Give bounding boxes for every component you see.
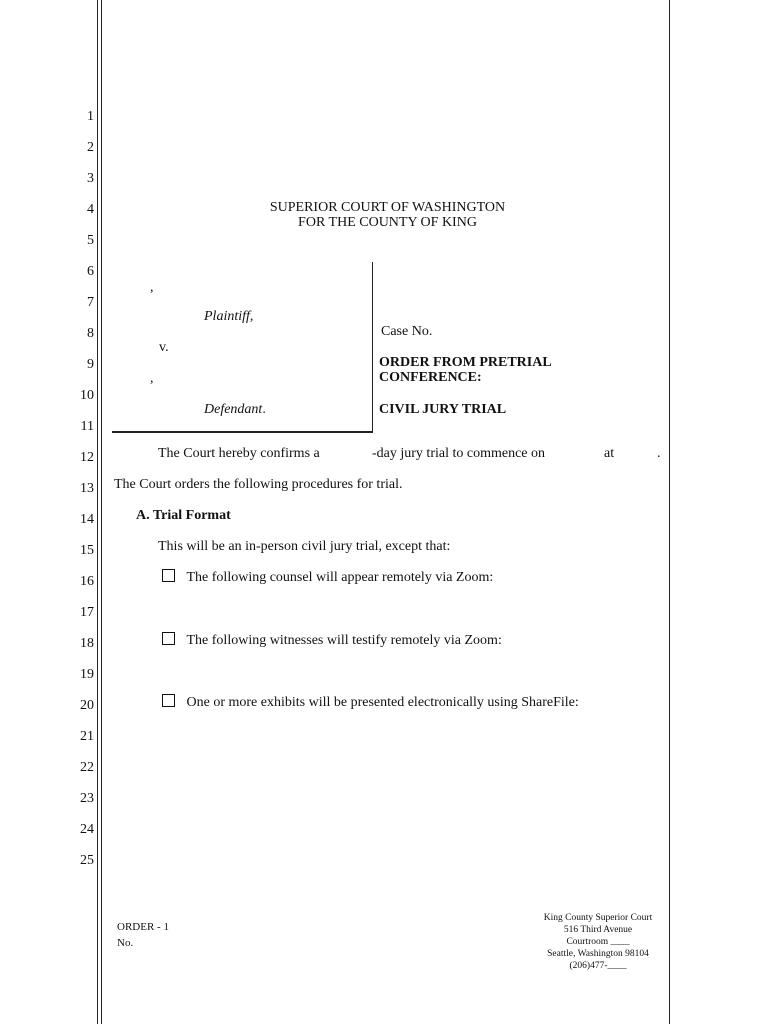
footer-court-name: King County Superior Court [543, 913, 653, 923]
checkbox-item-counsel [162, 569, 493, 586]
line-number: 21 [80, 729, 94, 744]
plaintiff-label: Plaintiff [204, 309, 250, 324]
caption-horizontal-rule [112, 431, 373, 433]
checkbox-label-witnesses: The following witnesses will testify remotely via Zoom: [186, 633, 502, 648]
line-number: 17 [80, 605, 94, 620]
line-number: 1 [87, 109, 94, 124]
line-number: 22 [80, 760, 94, 775]
section-a-heading: A. Trial Format [136, 508, 231, 523]
checkbox-witnesses-zoom[interactable] [162, 632, 175, 645]
line-number: 12 [80, 450, 94, 465]
footer-order-page: ORDER - 1 [117, 921, 169, 933]
left-margin-rule-inner [101, 0, 102, 1024]
footer-case-no: No. [117, 937, 134, 949]
line-number: 10 [80, 388, 94, 403]
caption-vertical-rule [372, 262, 373, 432]
footer-phone: (206)477-____ [569, 961, 627, 971]
line-number: 24 [80, 822, 94, 837]
confirm-text-part-1: The Court hereby confirms a [158, 446, 320, 461]
confirm-text-end: . [657, 446, 661, 461]
line-number: 6 [87, 264, 94, 279]
defendant-name-placeholder: , [150, 371, 154, 386]
confirm-text-part-2: -day jury trial to commence on [372, 446, 545, 461]
line-number: 14 [80, 512, 94, 527]
checkbox-label-counsel: The following counsel will appear remotely via Zoom: [186, 570, 494, 585]
line-number: 5 [87, 233, 94, 248]
order-subtitle: CIVIL JURY TRIAL [379, 402, 507, 417]
left-margin-rule-outer [97, 0, 98, 1024]
line-number: 8 [87, 326, 94, 341]
checkbox-label-exhibits: One or more exhibits will be presented electronically using ShareFile: [186, 695, 579, 710]
line-number: 2 [87, 140, 94, 155]
footer-city: Seattle, Washington 98104 [547, 949, 649, 959]
line-number: 7 [87, 295, 94, 310]
versus: v. [159, 340, 169, 355]
line-number: 3 [87, 171, 94, 186]
line-number: 19 [80, 667, 94, 682]
order-title-line-2: CONFERENCE: [379, 370, 482, 385]
line-number: 11 [80, 419, 94, 434]
line-number: 16 [80, 574, 94, 589]
defendant-suffix: . [262, 402, 266, 417]
footer-address: 516 Third Avenue [563, 925, 633, 935]
line-number: 18 [80, 636, 94, 651]
plaintiff-label-line [204, 309, 253, 325]
plaintiff-suffix: , [249, 309, 254, 324]
checkbox-counsel-zoom[interactable] [162, 569, 175, 582]
court-name: SUPERIOR COURT OF WASHINGTON [269, 200, 506, 215]
checkbox-exhibits-sharefile[interactable] [162, 694, 175, 707]
defendant-label-line [204, 402, 266, 418]
line-number: 13 [80, 481, 94, 496]
court-county: FOR THE COUNTY OF KING [298, 215, 477, 230]
defendant-label: Defendant [204, 402, 263, 417]
confirm-text-at: at [604, 446, 615, 461]
line-number: 9 [87, 357, 94, 372]
right-margin-rule [669, 0, 670, 1024]
line-number: 20 [80, 698, 94, 713]
plaintiff-name-placeholder: , [150, 280, 154, 295]
case-number: Case No. [381, 324, 433, 339]
line-number: 25 [80, 853, 94, 868]
line-number: 15 [80, 543, 94, 558]
order-title-line-1: ORDER FROM PRETRIAL [379, 355, 552, 370]
checkbox-item-exhibits [162, 694, 579, 711]
in-person-text: This will be an in-person civil jury trial, except that: [158, 539, 451, 554]
footer-courtroom: Courtroom ____ [566, 937, 630, 947]
checkbox-item-witnesses [162, 632, 502, 649]
procedures-text: The Court orders the following procedures for trial. [114, 477, 403, 492]
line-number: 4 [87, 202, 94, 217]
line-number: 23 [80, 791, 94, 806]
